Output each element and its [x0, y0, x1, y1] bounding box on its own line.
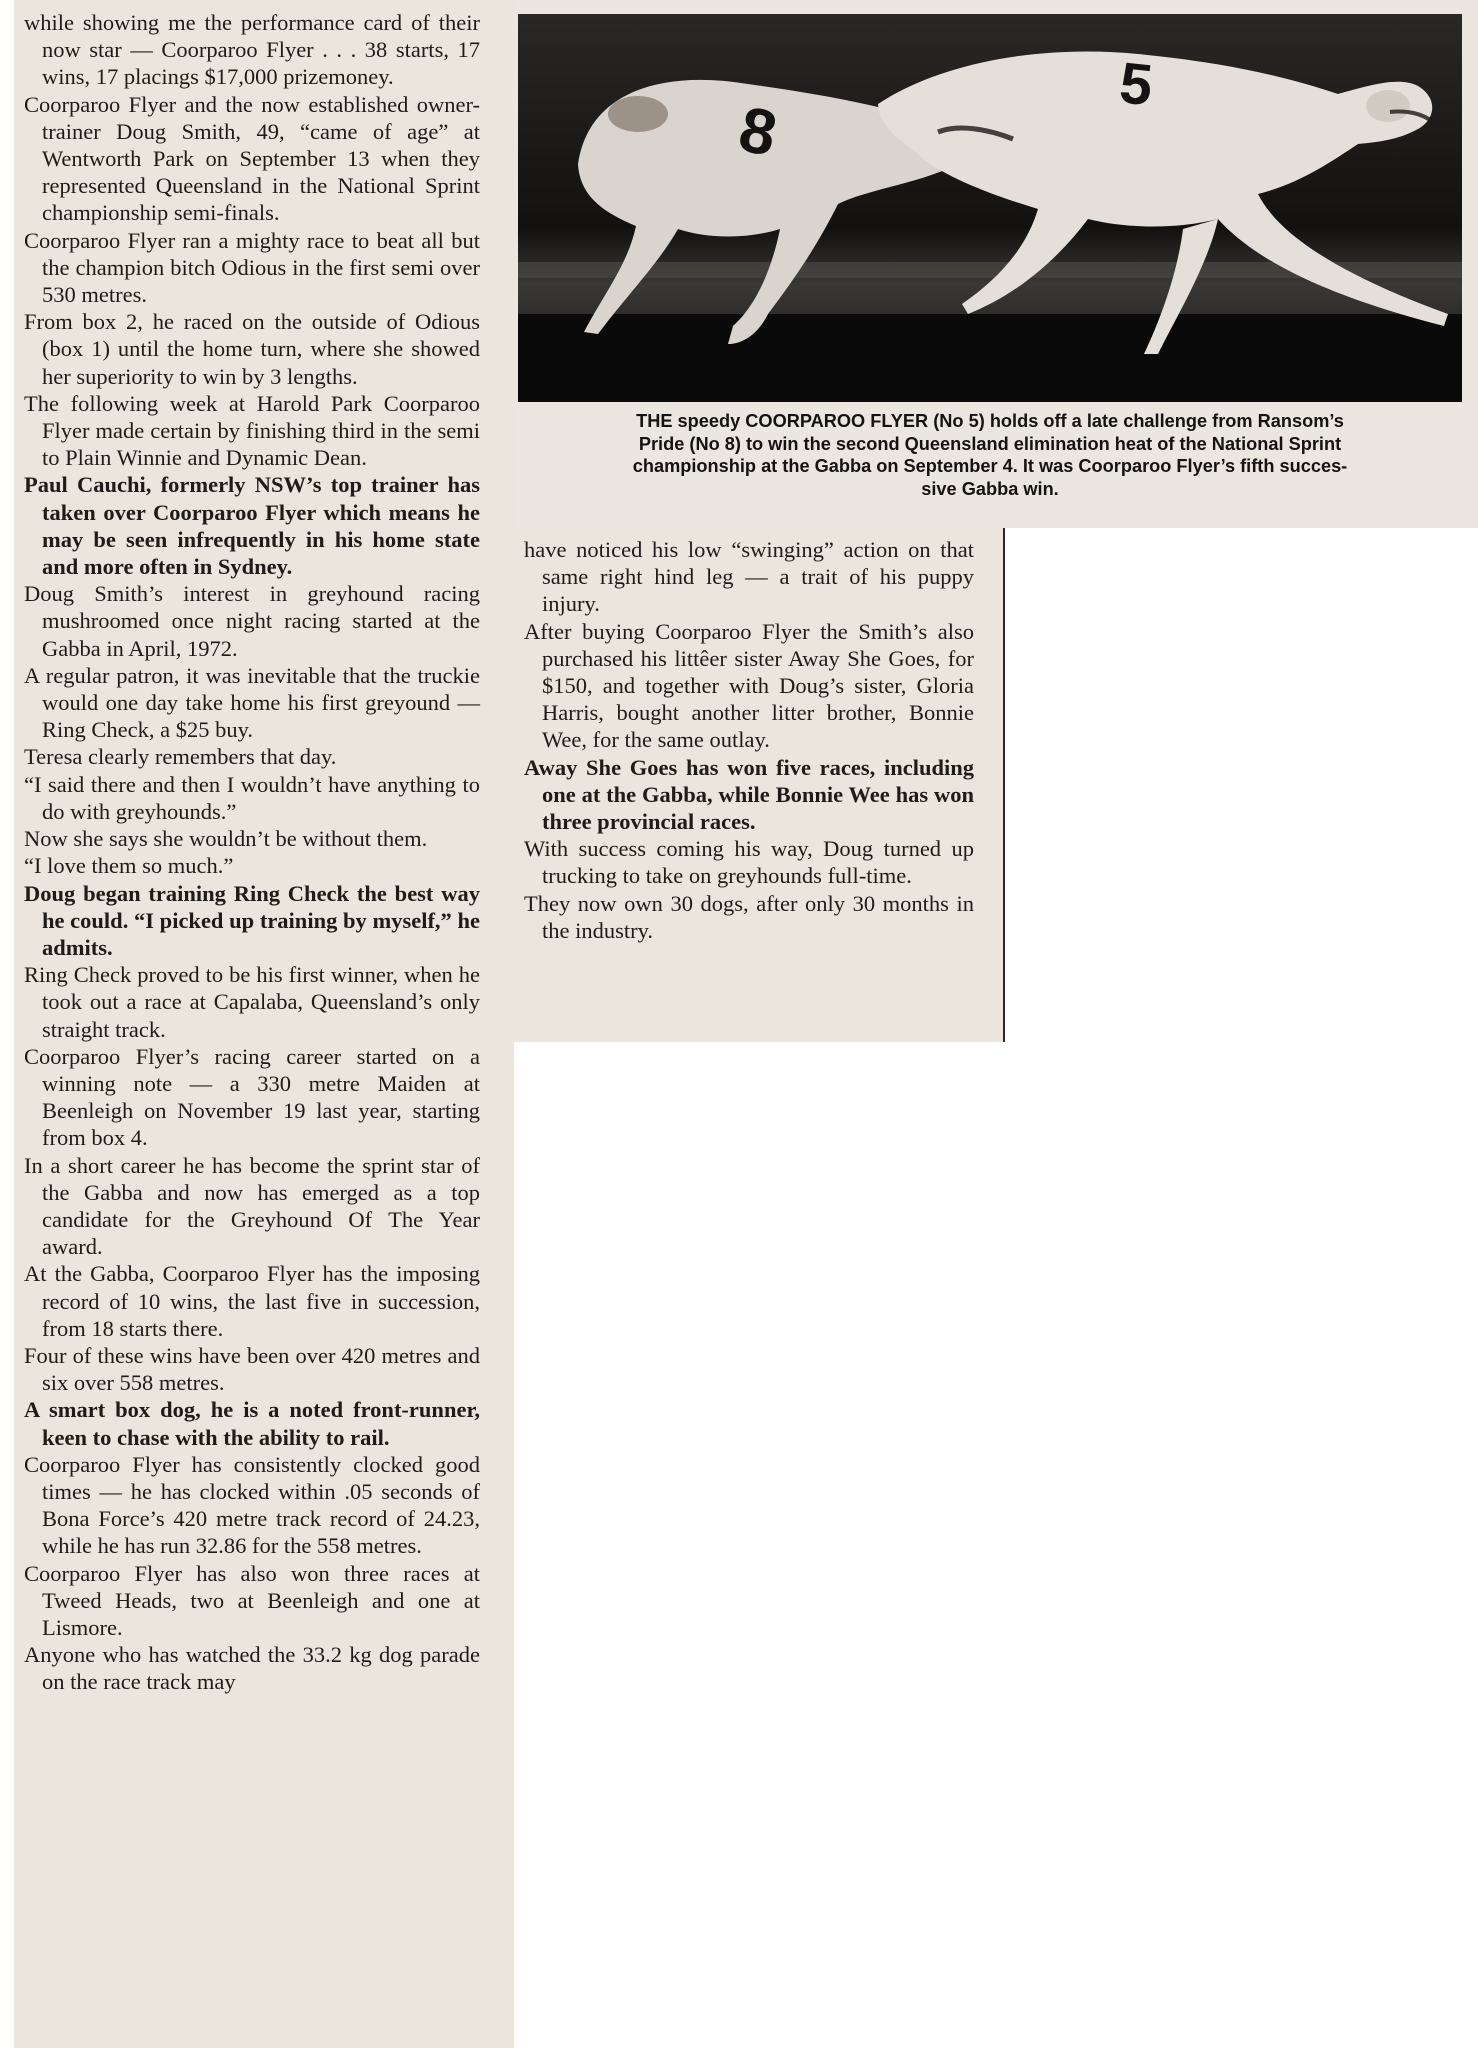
paragraph-bold: Away She Goes has won five races, including one at the Gabba, while Bonnie Wee has won three provincial races. [524, 754, 974, 835]
column-rule [1003, 528, 1005, 1042]
paragraph-bold: Paul Cauchi, formerly NSW’s top trainer has taken over Coorparoo Flyer which means he may be seen infrequently in his home state and more often in Sydney. [24, 472, 480, 580]
paragraph: have noticed his low “swinging” action on that same right hind leg — a trait of his puppy injury. [524, 537, 974, 617]
article-column-right [524, 536, 974, 944]
paragraph: From box 2, he raced on the outside of Odious (box 1) until the home turn, where she showed her superiority to win by 3 lengths. [24, 309, 480, 389]
dog-number-5: 5 [1116, 50, 1156, 119]
paragraph: Coorparoo Flyer’s racing career started on a winning note — a 330 metre Maiden at Beenleigh on November 19 last year, starting from box 4. [24, 1043, 480, 1151]
paragraph: A regular patron, it was inevitable that the truckie would one day take home his first greyound — Ring Check, a $25 buy. [24, 662, 480, 743]
paragraph: Coorparoo Flyer ran a mighty race to beat all but the champion bitch Odious in the first semi over 530 metres. [24, 227, 480, 308]
paragraph: Four of these wins have been over 420 metres and six over 558 metres. [24, 1342, 480, 1396]
paragraph-bold: Doug began training Ring Check the best way he could. “I picked up training by myself,” he admits. [24, 880, 480, 960]
paragraph: Anyone who has watched the 33.2 kg dog parade on the race track may [24, 1642, 480, 1695]
paragraph: Coorparoo Flyer has consistently clocked good times — he has clocked within .05 seconds of Bona Force’s 420 metre track record of 24.23, while he has run 32.86 for the 558 metres. [24, 1451, 480, 1559]
paragraph: They now own 30 dogs, after only 30 months in the industry. [524, 890, 974, 943]
paragraph: “I said there and then I wouldn’t have anything to do with greyhounds.” [24, 771, 480, 824]
paragraph: In a short career he has become the sprint star of the Gabba and now has emerged as a top candidate for the Greyhound Of The Year award. [24, 1152, 480, 1260]
paragraph: Now she says she wouldn’t be without them. [24, 826, 428, 852]
paragraph: while showing me the performance card of their now star — Coorparoo Flyer . . . 38 starts, 17 wins, 17 placings $17,000 prizemoney. [24, 10, 480, 90]
paragraph: Coorparoo Flyer has also won three races at Tweed Heads, two at Beenleigh and one at Lismore. [24, 1560, 480, 1640]
caption-line: championship at the Gabba on September 4. It was Coorparoo Flyer’s fifth succes- [632, 456, 1348, 476]
paragraph: Ring Check proved to be his first winner, when he took out a race at Capalaba, Queensland’s only straight track. [24, 962, 480, 1042]
caption-line: Pride (No 8) to win the second Queensland elimination heat of the National Sprint [638, 433, 1342, 454]
paragraph: Coorparoo Flyer and the now established owner-trainer Doug Smith, 49, “came of age” at Wentworth Park on September 13 when they represented Queensland in the National Sprint championship semi-finals. [24, 91, 480, 226]
dog-number-8: 8 [733, 92, 783, 171]
photo-caption [518, 410, 1462, 500]
paragraph: Teresa clearly remembers that day. [24, 744, 337, 770]
paragraph: At the Gabba, Coorparoo Flyer has the imposing record of 10 wins, the last five in succession, from 18 starts there. [24, 1261, 480, 1341]
paragraph-bold: A smart box dog, he is a noted front-runner, keen to chase with the ability to rail. [24, 1397, 480, 1450]
article-column-left [24, 9, 480, 1696]
paragraph: The following week at Harold Park Coorparoo Flyer made certain by finishing third in the semi to Plain Winnie and Dynamic Dean. [24, 390, 480, 471]
greyhound-race-photo [518, 14, 1462, 402]
paragraph: Doug Smith’s interest in greyhound racing mushroomed once night racing started at the Gabba in April, 1972. [24, 581, 480, 661]
caption-line: sive Gabba win. [921, 478, 1059, 499]
paragraph: “I love them so much.” [24, 853, 234, 879]
paragraph: After buying Coorparoo Flyer the Smith’s also purchased his littêer sister Away She Goes, for $150, and together with Doug’s sister, Gloria Harris, bought another litter brother, Bonnie Wee, for the same outlay. [524, 618, 974, 753]
paragraph: With success coming his way, Doug turned up trucking to take on greyhounds full-time. [524, 836, 974, 889]
caption-line: THE speedy COORPAROO FLYER (No 5) holds off a late challenge from Ransom’s [636, 411, 1344, 431]
